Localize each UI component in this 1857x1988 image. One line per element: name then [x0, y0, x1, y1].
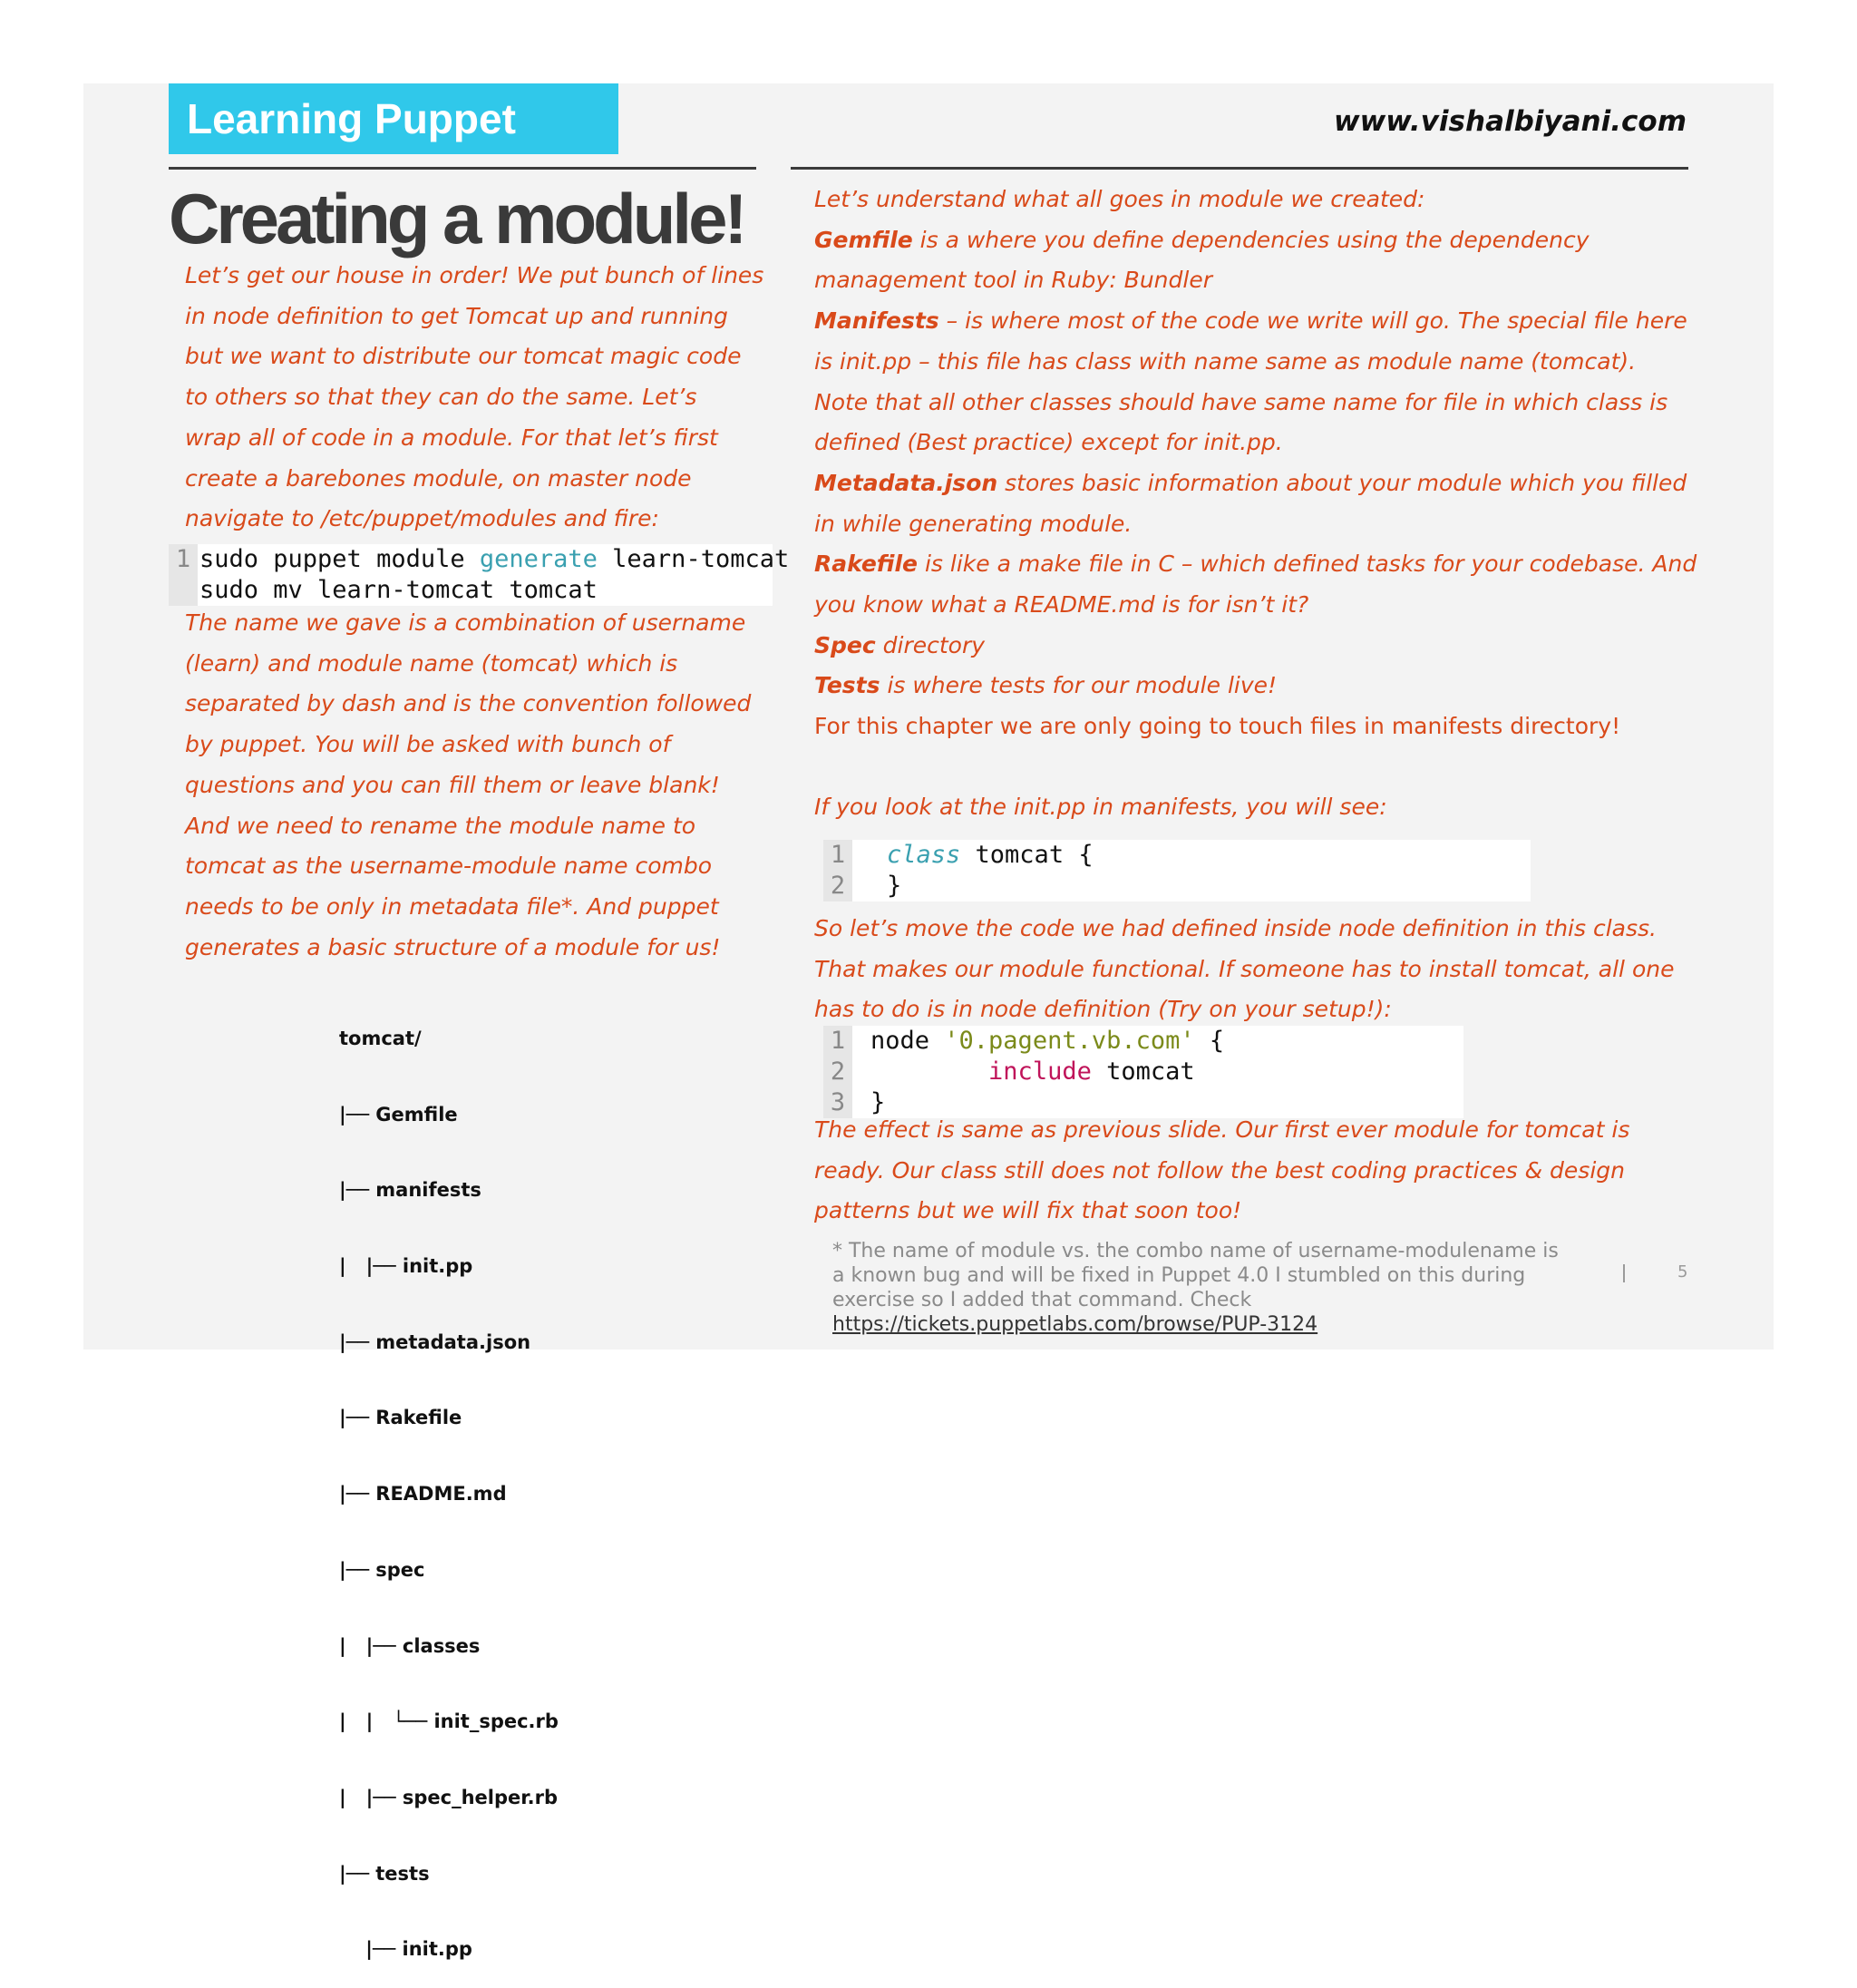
left-divider — [169, 167, 756, 170]
right-explanation: Let’s understand what all goes in module we created: Gemfile is a where you define dependencies using the dependency management tool in Ruby: Bundler Manifests – is where most of the code we write will go. The special file here is init.pp – this file has class with name same as module name (tomcat). Note that all other classes should have same name for file in which class is defined (Best practice) except for init.pp. Metadata.json stores basic information about your module which you filled in while generating module. Rakefile is like a make file in C – which defined tasks for your codebase. And you know what a README.md is for isn’t it? Spec directory Tests is where tests for our module live! For this chapter we are only going to touch files in manifests directory! — [814, 186, 1697, 740]
code-block-class: 1 class tomcat { 2 } — [823, 840, 1531, 901]
bug-ticket-link[interactable]: https://tickets.puppetlabs.com/browse/PUP-3124 — [832, 1313, 1318, 1336]
right-divider — [791, 167, 1688, 170]
page-number: 5 — [1677, 1262, 1688, 1281]
move-code-text: So let’s move the code we had defined inside node definition in this class. That makes our module functional. If someone has to install tomcat, all one has to do is in node definition (Try on your setup!): — [814, 915, 1675, 1023]
footnote: * The name of module vs. the combo name of username-modulename is a known bug and will be fixed in Puppet 4.0 I stumbled on this during exercise so I added that command. Check https://tickets.puppetlabs.com/browse/PUP-3124 — [832, 1240, 1559, 1336]
code-block-generate: 1 sudo puppet module generate learn-tomcat sudo mv learn-tomcat tomcat — [169, 544, 773, 606]
effect-text: The effect is same as previous slide. Our first ever module for tomcat is ready. Our class still does not follow the best coding practices & design patterns but we will fix that soon too! — [814, 1116, 1630, 1224]
module-directory-tree: tomcat/ |── Gemfile |── manifests | |── init.pp |── metadata.json |── Rakefile |── README.md |── spec | |── classes | | └── init_spec.rb | |── spec_helper.rb |── tests |── init.pp — [339, 1027, 559, 1961]
code-block-node: 1 node '0.pagent.vb.com' { 2 include tomcat 3 } — [823, 1026, 1463, 1118]
left-explanation: The name we gave is a combination of username (learn) and module name (tomcat) which is separated by dash and is the convention followed by puppet. You will be asked with bunch of questions and you can fill them or leave blank! And we need to rename the module name to tomcat as the username-module name combo needs to be only in metadata file*. And puppet generates a basic structure of a module for us! — [185, 609, 752, 960]
page-title: Creating a module! — [169, 179, 744, 258]
course-badge: Learning Puppet — [169, 83, 618, 154]
site-url[interactable]: www.vishalbiyani.com — [1334, 105, 1687, 138]
left-intro: Let’s get our house in order! We put bunch of lines in node definition to get Tomcat up and running but we want to distribute our tomcat magic code to others so that they can do the same. Let’s wrap all of code in a module. For that let’s first create a barebones module, on master node navigate to /etc/puppet/modules and fire: — [185, 262, 764, 532]
init-pp-intro: If you look at the init.pp in manifests, you will see: — [814, 794, 1387, 820]
page-separator — [1623, 1264, 1625, 1282]
